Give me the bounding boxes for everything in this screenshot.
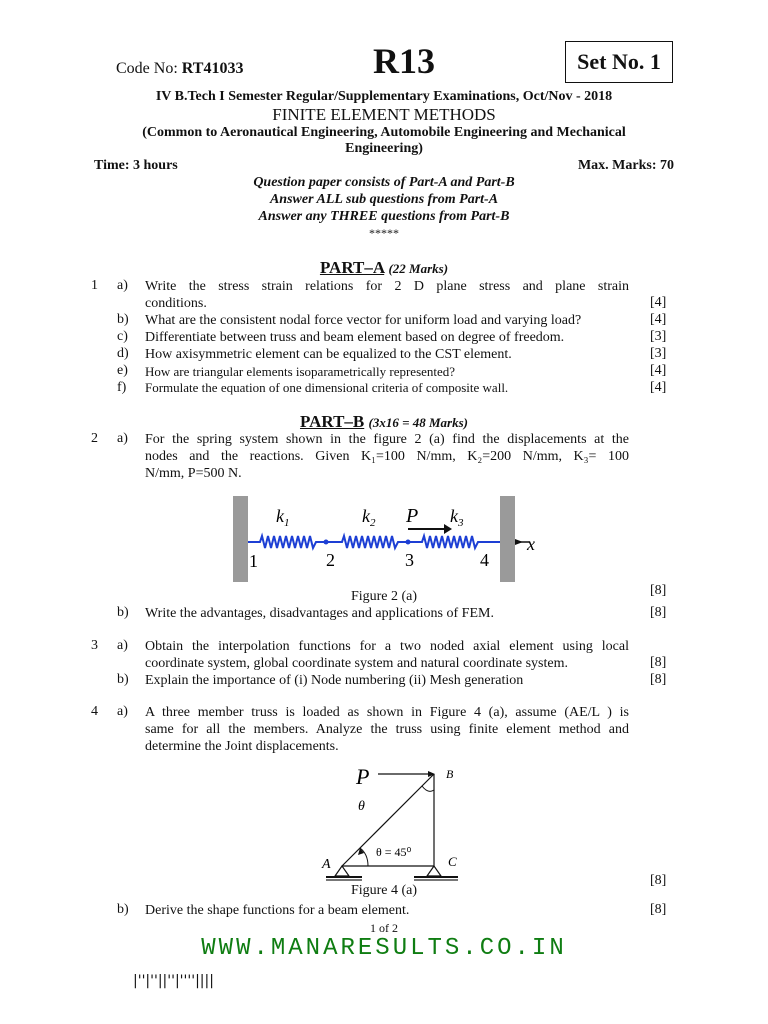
code-value: RT41033 <box>181 60 244 77</box>
figure-caption: Figure 4 (a) <box>350 883 418 898</box>
sub-label: a) <box>117 638 128 653</box>
question-text: Derive the shape functions for a beam element. <box>145 903 410 918</box>
label-theta: θ <box>358 799 365 814</box>
question-text <box>145 704 629 755</box>
question-text: Differentiate between truss and beam element based on degree of freedom. <box>145 330 565 345</box>
marks: [3] <box>650 329 667 344</box>
x-axis-head <box>515 534 539 554</box>
instruction: Question paper consists of Part-A and Part-B <box>253 175 515 190</box>
label-k1: $k_1$ <box>276 506 290 529</box>
time: Time: 3 hours <box>94 158 178 173</box>
question-line: Obtain the interpolation functions for a two noded axial element using local <box>145 639 629 654</box>
spring-k3 <box>408 536 500 548</box>
subject-title: FINITE ELEMENT METHODS <box>272 105 496 124</box>
marks: [8] <box>650 583 667 598</box>
spring-k2 <box>326 536 408 548</box>
label-x: x <box>527 534 535 554</box>
max-marks: Max. Marks: 70 <box>577 158 674 173</box>
part-b-marks: (3x16 = 48 Marks) <box>368 415 468 430</box>
set-number-box: Set No. 1 <box>565 41 673 83</box>
x-arrowhead <box>515 539 523 545</box>
exam-line: IV B.Tech I Semester Regular/Supplementary Examinations, Oct/Nov - 2018 <box>155 89 613 104</box>
label-c: C <box>448 854 457 869</box>
question-line: same for all the members. Analyze the truss using finite element method and <box>145 722 629 737</box>
label-p: P <box>406 505 419 527</box>
label-load-p: P <box>356 764 370 789</box>
label-a: A <box>322 857 331 872</box>
question-number: 2 <box>91 431 98 446</box>
support-a <box>335 866 349 876</box>
question-text: Explain the importance of (i) Node numbering (ii) Mesh generation <box>145 673 524 688</box>
question-number: 3 <box>91 638 98 653</box>
marks: [8] <box>650 873 667 888</box>
support-c <box>427 866 441 876</box>
regulation: R13 <box>373 41 435 81</box>
question-line: conditions. <box>145 296 207 311</box>
question-line: N/mm, P=500 N. <box>145 466 242 481</box>
part-b-heading <box>90 412 678 432</box>
sub-label: a) <box>117 431 128 446</box>
question-number: 4 <box>91 704 98 719</box>
node-3-dot <box>406 540 411 545</box>
code-number <box>116 60 243 78</box>
part-a-heading <box>90 258 678 278</box>
marks: [8] <box>650 902 667 917</box>
instruction: Answer ALL sub questions from Part-A <box>269 192 499 207</box>
part-b-title: PART–B <box>299 412 365 431</box>
right-wall <box>500 496 515 582</box>
marks: [8] <box>650 605 667 620</box>
marks: [8] <box>650 672 667 687</box>
common-to <box>90 125 678 157</box>
sub-label: a) <box>117 704 128 719</box>
question-text: Write the advantages, disadvantages and applications of FEM. <box>145 606 494 621</box>
instruction: Answer any THREE questions from Part-B <box>258 209 510 224</box>
question-line: Write the stress strain relations for 2 D plane stress and plane strain <box>145 279 629 294</box>
spring-system-figure <box>230 492 530 584</box>
sub-label: d) <box>117 346 129 361</box>
marks: [3] <box>650 346 667 361</box>
sub-label: b) <box>117 312 129 327</box>
marks: [4] <box>650 295 667 310</box>
sub-label: c) <box>117 329 128 344</box>
node-label-1: 1 <box>249 551 258 571</box>
separator-stars: ***** <box>369 226 399 240</box>
question-text <box>145 278 629 312</box>
sub-label: b) <box>117 672 129 687</box>
label-b: B <box>446 767 454 781</box>
question-text: What are the consistent nodal force vector for uniform load and varying load? <box>145 313 582 328</box>
truss-figure <box>318 762 468 884</box>
label-k2: $k_2$ <box>362 506 376 529</box>
angle-arc-b <box>422 786 434 791</box>
question-line: nodes and the reactions. Given K₁=100 N/mm, K₂=200 N/mm, K₃= 100 <box>145 449 629 464</box>
marks: [4] <box>650 363 667 378</box>
spring-k1 <box>248 536 326 548</box>
sub-label: b) <box>117 902 129 917</box>
node-label-3: 3 <box>405 550 414 570</box>
sub-label: e) <box>117 363 128 378</box>
question-text <box>145 638 629 672</box>
figure-caption: Figure 2 (a) <box>350 589 418 604</box>
question-line: coordinate system, global coordinate system and natural coordinate system. <box>145 656 568 671</box>
node-label-4: 4 <box>480 550 489 570</box>
marks: [4] <box>650 312 667 327</box>
question-text <box>145 431 629 482</box>
page-number: 1 of 2 <box>370 921 398 935</box>
part-a-title: PART–A <box>319 258 385 277</box>
question-line: For the spring system shown in the figure 2 (a) find the displacements at the <box>145 432 629 447</box>
question-text: How axisymmetric element can be equalized to the CST element. <box>145 347 512 362</box>
question-text: Formulate the equation of one dimensional criteria of composite wall. <box>145 380 509 395</box>
barcode: |''|''||''|''''|||| <box>133 973 214 989</box>
marks: [8] <box>650 655 667 670</box>
left-wall <box>233 496 248 582</box>
label-angle: θ = 45⁰ <box>376 845 412 859</box>
question-number: 1 <box>91 278 98 293</box>
part-a-marks: (22 Marks) <box>388 261 449 276</box>
common-line-2: Engineering) <box>345 141 423 156</box>
code-label: Code No: <box>116 60 178 77</box>
question-line: A three member truss is loaded as shown in Figure 4 (a), assume (AE/L ) is <box>145 705 629 720</box>
website-watermark[interactable]: WWW.MANARESULTS.CO.IN <box>201 935 567 962</box>
question-text: How are triangular elements isoparametrically represented? <box>145 364 456 379</box>
question-line: determine the Joint displacements. <box>145 739 339 754</box>
label-k3: $k_3$ <box>450 506 464 529</box>
sub-label: f) <box>117 380 127 395</box>
sub-label: b) <box>117 605 129 620</box>
marks: [4] <box>650 380 667 395</box>
node-label-2: 2 <box>326 550 335 570</box>
sub-label: a) <box>117 278 128 293</box>
common-line-1: (Common to Aeronautical Engineering, Automobile Engineering and Mechanical <box>142 125 626 140</box>
node-2-dot <box>324 540 329 545</box>
